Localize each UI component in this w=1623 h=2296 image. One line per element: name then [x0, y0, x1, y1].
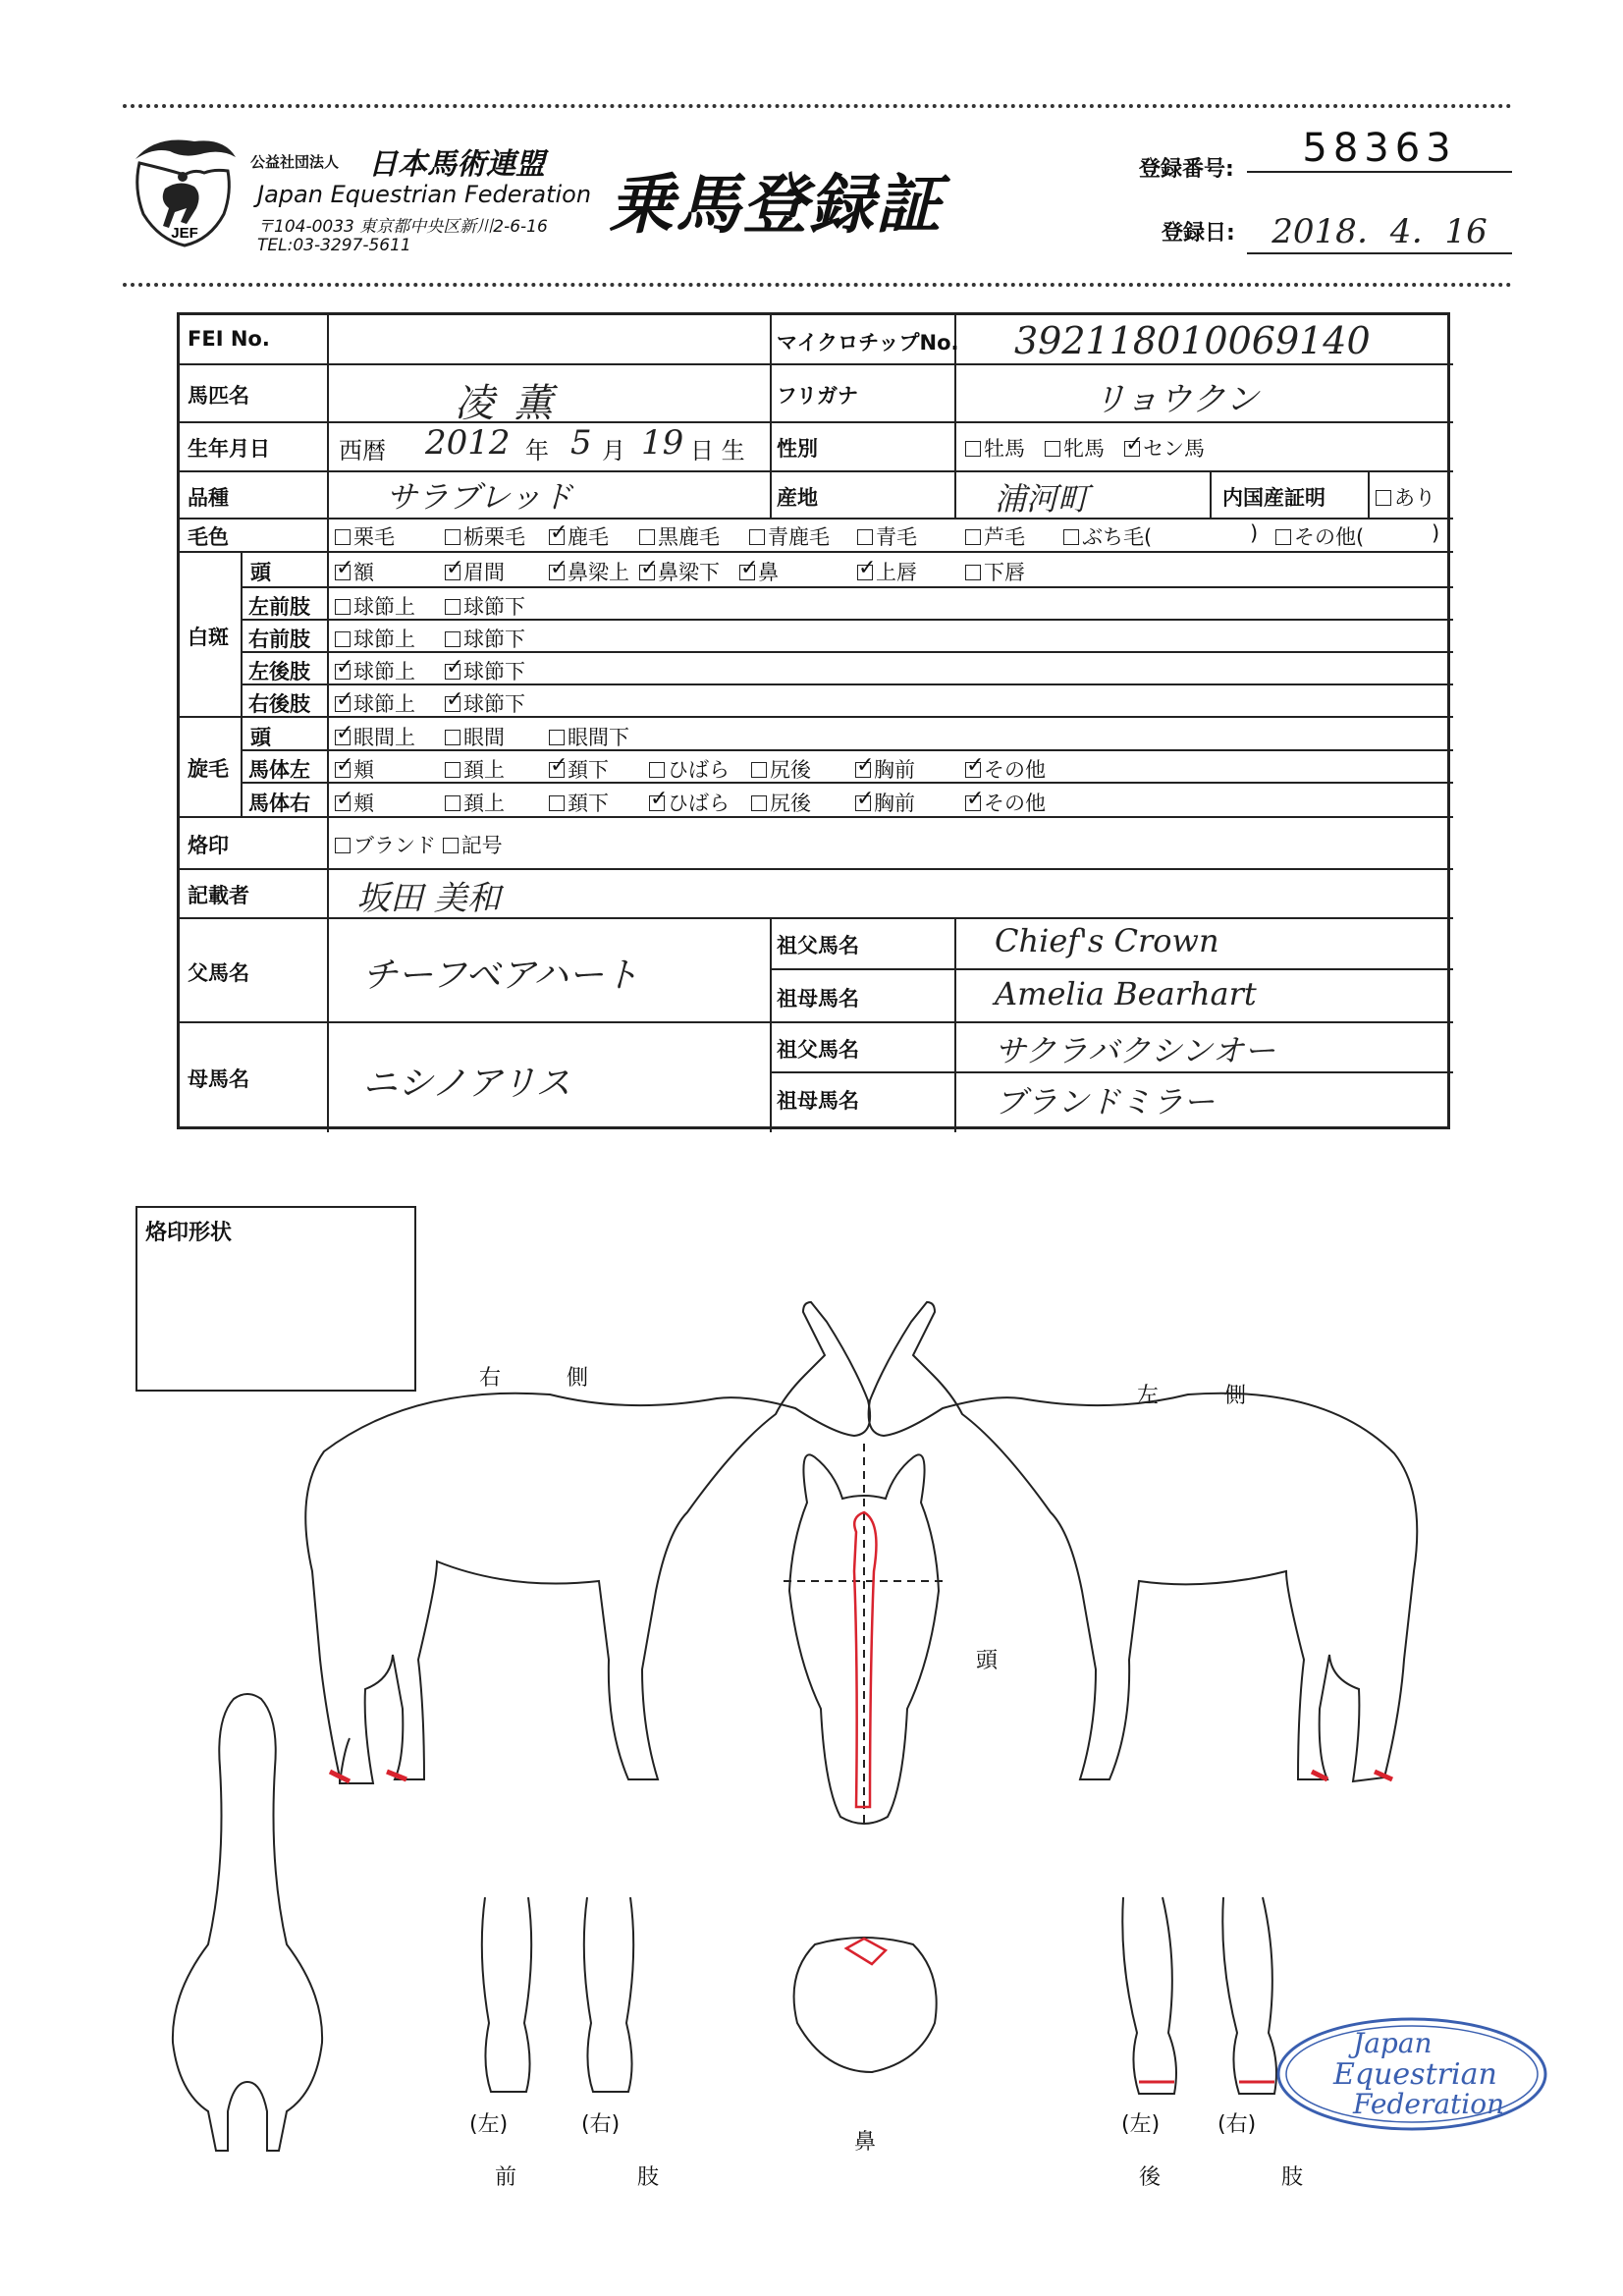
white-rf-label: 右前肢: [248, 628, 310, 651]
birth-day: 19: [641, 423, 684, 463]
row-line: [241, 749, 1453, 751]
recorder-name: 坂田 美和: [356, 879, 501, 918]
option-label: 球節上: [353, 628, 415, 651]
checkbox-option[interactable]: [445, 788, 505, 817]
option-label: 眼間下: [568, 726, 629, 749]
checkbox-option[interactable]: [965, 754, 1046, 784]
option-label: 球節上: [353, 692, 415, 716]
checkbox-option[interactable]: [549, 788, 609, 817]
checkbox-box: [549, 762, 565, 778]
jef-seal-stamp: [1274, 2015, 1549, 2137]
logo-text: JEF: [171, 225, 198, 242]
checkbox-box: [649, 795, 665, 811]
row-line: [241, 651, 1453, 653]
brand-checkbox[interactable]: [335, 834, 436, 857]
row-line: [180, 421, 1453, 423]
left-side-label: 左 側: [1137, 1384, 1275, 1408]
origin-label: 産地: [777, 486, 818, 510]
white-rh-label: 右後肢: [248, 692, 310, 716]
document-title: 乗馬登録証: [609, 167, 943, 243]
foreleg-left-label: (左): [469, 2112, 509, 2137]
brand-label: 烙印: [188, 834, 229, 857]
row-line: [770, 1071, 1453, 1073]
year-unit: 年: [525, 437, 549, 465]
sire-name: チーフベアハート: [362, 956, 639, 996]
checkbox-box: [335, 664, 351, 680]
col-line: [770, 917, 772, 1132]
domestic-checkbox[interactable]: [1376, 482, 1435, 512]
row-line: [180, 518, 1453, 519]
whorl-head-label: 頭: [250, 726, 271, 749]
registration-date-label: 登録日:: [1162, 221, 1235, 246]
birthdate-era: 西暦: [339, 437, 386, 465]
option-label: 球節上: [353, 660, 415, 683]
checkbox-box: [1124, 441, 1140, 457]
checkbox-box: [335, 529, 351, 545]
horse-name-label: 馬匹名: [188, 384, 249, 408]
hoof-markings: [330, 1772, 1392, 1781]
checkbox-box: [739, 565, 755, 580]
month-unit: 月: [602, 437, 625, 465]
checkbox-box: [965, 795, 981, 811]
checkbox-box: [335, 599, 351, 615]
option-label: 胸前: [874, 792, 915, 815]
coat-paren: ): [1432, 521, 1440, 545]
checkbox-box: [445, 529, 460, 545]
checkbox-box: [335, 762, 351, 778]
sex-options: [965, 433, 1205, 463]
coat-option[interactable]: [749, 521, 830, 551]
hindleg-left-label: (左): [1121, 2112, 1161, 2137]
furigana-label: フリガナ: [777, 384, 858, 408]
checkbox-box: [857, 565, 873, 580]
option-label: 鼻梁下: [658, 561, 720, 584]
row-line: [770, 968, 1453, 970]
checkbox-box: [445, 664, 460, 680]
checkbox-option[interactable]: [549, 722, 629, 751]
tel-line: TEL:03-3297-5611: [257, 236, 411, 255]
option-label: 球節上: [353, 595, 415, 619]
checkbox-box: [751, 795, 767, 811]
checkbox-option[interactable]: [445, 656, 525, 685]
dam-name: ニシノアリス: [362, 1064, 571, 1104]
grandsire-label: 祖父馬名: [777, 1038, 859, 1062]
col-line: [954, 917, 956, 1132]
option-label: その他(: [1294, 525, 1365, 549]
option-label: 球節下: [463, 628, 525, 651]
checkbox-option[interactable]: [335, 788, 374, 817]
foreleg-right-label: (右): [581, 2112, 621, 2137]
granddam-label: 祖母馬名: [777, 987, 859, 1011]
checkbox-box: [335, 696, 351, 712]
option-label: 頚下: [568, 792, 609, 815]
coat-option[interactable]: [549, 521, 609, 551]
checkbox-box: [965, 762, 981, 778]
checkbox-box: [549, 795, 565, 811]
checkbox-option[interactable]: [649, 788, 730, 817]
option-label: ひばら: [668, 792, 730, 815]
option-label: 牡馬: [984, 437, 1025, 461]
brand-shape-label: 烙印形状: [145, 1221, 233, 1245]
option-label: セン馬: [1143, 437, 1206, 461]
registration-date: 2018．4．16: [1247, 204, 1512, 254]
option-label: 眼間: [463, 726, 505, 749]
birthdate-label: 生年月日: [188, 437, 270, 461]
top-dotted-rule: [123, 104, 1512, 108]
option-label: 鹿毛: [568, 525, 609, 549]
option-label: ひばら: [668, 758, 730, 782]
domestic-cert-label: 内国産証明: [1222, 486, 1325, 510]
checkbox-option[interactable]: [445, 591, 525, 621]
option-label: 黒鹿毛: [658, 525, 720, 549]
checkbox-option[interactable]: [335, 722, 415, 751]
checkbox-option[interactable]: [739, 557, 779, 586]
org-name-en: Japan Equestrian Federation: [257, 181, 592, 208]
option-label: 頬: [353, 792, 374, 815]
option-label: ぶち毛(: [1082, 525, 1153, 549]
checkbox-box: [335, 730, 351, 745]
registration-number: 58363: [1247, 126, 1512, 173]
microchip-number: 392118010069140: [1014, 319, 1371, 362]
front-head-outline: [789, 1454, 939, 1824]
hind-left-leg: [1122, 1897, 1176, 2094]
option-label: 尻後: [770, 792, 811, 815]
coat-paren: ): [1250, 521, 1259, 545]
option-label: 栃栗毛: [463, 525, 525, 549]
checkbox-box: [549, 565, 565, 580]
coat-option[interactable]: [445, 521, 525, 551]
option-label: 栗毛: [353, 525, 395, 549]
hindlegs-label: 後 肢: [1139, 2165, 1360, 2190]
coat-color-label: 毛色: [188, 525, 229, 549]
dam-sire-name: サクラバクシンオー: [995, 1032, 1275, 1069]
coat-option[interactable]: [639, 521, 720, 551]
checkbox-box: [445, 730, 460, 745]
white-lf-label: 左前肢: [248, 595, 310, 619]
checkbox-option[interactable]: [751, 788, 811, 817]
option-label: ブランド: [353, 834, 436, 857]
row-line: [180, 868, 1453, 870]
checkbox-option[interactable]: [335, 754, 374, 784]
option-label: 下唇: [984, 561, 1025, 584]
checkbox-box: [965, 565, 981, 580]
option-label: 牝馬: [1063, 437, 1106, 461]
option-label: 頚上: [463, 758, 505, 782]
checkbox-option[interactable]: [335, 688, 415, 718]
hind-right-leg: [1222, 1897, 1276, 2094]
checkbox-box: [335, 838, 351, 853]
grandsire-label: 祖父馬名: [777, 934, 859, 957]
jef-logo: [126, 130, 243, 256]
birth-year: 2012: [425, 423, 511, 463]
top-view-outline: [173, 1694, 322, 2151]
option-label: 記号: [460, 834, 503, 857]
header-dotted-rule: [123, 283, 1512, 287]
option-label: 額: [353, 561, 374, 584]
head-label: 頭: [976, 1649, 999, 1673]
seal-line2: Equestrian: [1333, 2057, 1497, 2092]
checkbox-box: [1376, 490, 1391, 506]
checkbox-option[interactable]: [857, 557, 917, 586]
checkbox-option[interactable]: [335, 624, 415, 653]
checkbox-option[interactable]: [855, 754, 915, 784]
checkbox-option[interactable]: [549, 557, 629, 586]
checkbox-box: [965, 441, 981, 457]
org-address: [257, 218, 548, 255]
row-line: [180, 470, 1453, 472]
checkbox-option[interactable]: [751, 754, 811, 784]
row-line: [241, 586, 1453, 588]
head-blaze: [854, 1512, 876, 1807]
checkbox-option[interactable]: [445, 624, 525, 653]
checkbox-option[interactable]: [639, 557, 720, 586]
checkbox-box: [549, 529, 565, 545]
checkbox-box: [445, 795, 460, 811]
option-label: 尻後: [770, 758, 811, 782]
option-label: 胸前: [874, 758, 915, 782]
brand-options: [335, 830, 503, 859]
checkbox-box: [443, 838, 459, 853]
coat-option[interactable]: [1275, 521, 1364, 551]
checkbox-box: [445, 762, 460, 778]
row-line: [180, 551, 1453, 553]
checkbox-box: [751, 762, 767, 778]
coat-option[interactable]: [335, 521, 395, 551]
option-label: 球節下: [463, 595, 525, 619]
sex-label: 性別: [777, 437, 818, 461]
checkbox-box: [445, 599, 460, 615]
checkbox-box: [857, 529, 873, 545]
checkbox-box: [445, 565, 460, 580]
option-label: あり: [1394, 486, 1435, 510]
sire-sire-name: Chief's Crown: [995, 922, 1219, 959]
sex-filly-checkbox[interactable]: [1045, 437, 1105, 461]
coat-option[interactable]: [857, 521, 917, 551]
checkbox-option[interactable]: [965, 788, 1046, 817]
birth-month: 5: [570, 423, 592, 463]
coat-option[interactable]: [1063, 521, 1152, 551]
col-line: [241, 551, 243, 816]
registration-form-table: [177, 312, 1450, 1129]
row-line: [241, 619, 1453, 621]
row-line: [180, 363, 1453, 365]
checkbox-option[interactable]: [335, 656, 415, 685]
checkbox-box: [649, 762, 665, 778]
seal-line3: Federation: [1353, 2088, 1505, 2120]
breed: サラブレッド: [386, 478, 573, 516]
checkbox-option[interactable]: [445, 557, 505, 586]
white-lh-label: 左後肢: [248, 660, 310, 683]
option-label: 鼻: [758, 561, 779, 584]
org-name-ja: 日本馬術連盟: [368, 147, 545, 182]
seal-line1: Japan: [1353, 2027, 1433, 2059]
option-label: 青鹿毛: [768, 525, 830, 549]
option-label: 頬: [353, 758, 374, 782]
checkbox-box: [445, 631, 460, 647]
checkbox-option[interactable]: [335, 557, 374, 586]
checkbox-option[interactable]: [445, 722, 505, 751]
checkbox-box: [1063, 529, 1079, 545]
breed-label: 品種: [188, 486, 229, 510]
checkbox-option[interactable]: [549, 754, 609, 784]
address-line: 〒104-0033 東京都中央区新川2-6-16: [257, 217, 548, 237]
checkbox-box: [335, 795, 351, 811]
dam-label: 母馬名: [188, 1067, 249, 1091]
row-line: [241, 782, 1453, 784]
checkbox-box: [549, 730, 565, 745]
checkbox-box: [855, 762, 871, 778]
fei-label: FEI No.: [188, 327, 270, 351]
recorder-label: 記載者: [188, 884, 249, 907]
checkbox-option[interactable]: [335, 591, 415, 621]
checkbox-box: [1275, 529, 1291, 545]
row-line: [180, 1021, 1453, 1023]
option-label: 青毛: [876, 525, 917, 549]
col-line: [1368, 470, 1370, 518]
nose-marking: [846, 1939, 886, 1964]
fore-right-leg: [584, 1897, 633, 2092]
white-markings-label: 白斑: [188, 626, 229, 649]
col-line: [1210, 470, 1212, 518]
sire-label: 父馬名: [188, 961, 249, 985]
col-line: [327, 315, 329, 1132]
sex-colt-checkbox[interactable]: [965, 437, 1025, 461]
checkbox-option[interactable]: [445, 688, 525, 718]
granddam-label: 祖母馬名: [777, 1089, 859, 1113]
checkbox-box: [639, 529, 655, 545]
whorl-left-label: 馬体左: [248, 758, 310, 782]
hindleg-right-label: (右): [1217, 2112, 1257, 2137]
option-label: その他: [984, 758, 1046, 782]
option-label: 鼻梁上: [568, 561, 629, 584]
horse-name: 凌薫: [455, 381, 572, 426]
day-unit: 日 生: [690, 437, 745, 465]
checkbox-box: [335, 631, 351, 647]
checkbox-box: [1045, 441, 1060, 457]
option-label: 眼間上: [353, 726, 415, 749]
checkbox-box: [639, 565, 655, 580]
whorls-label: 旋毛: [188, 757, 229, 781]
row-line: [241, 683, 1453, 685]
option-label: 頚下: [568, 758, 609, 782]
option-label: 頚上: [463, 792, 505, 815]
checkbox-option[interactable]: [649, 754, 730, 784]
registration-number-label: 登録番号:: [1139, 157, 1234, 182]
nose-label: 鼻: [854, 2130, 877, 2155]
checkbox-option[interactable]: [965, 557, 1025, 586]
origin: 浦河町: [995, 480, 1090, 518]
symbol-checkbox[interactable]: [443, 834, 503, 857]
col-line: [770, 315, 772, 518]
furigana: リョウクン: [1093, 380, 1259, 419]
nose-outline: [794, 1938, 937, 2072]
checkbox-box: [855, 795, 871, 811]
microchip-label: マイクロチップNo.: [777, 331, 959, 355]
option-label: その他: [984, 792, 1046, 815]
option-label: 球節下: [463, 692, 525, 716]
dam-dam-name: ブランドミラー: [995, 1083, 1216, 1121]
fore-left-leg: [482, 1897, 531, 2092]
checkbox-box: [445, 696, 460, 712]
sex-gelding-checkbox[interactable]: [1124, 437, 1205, 461]
checkbox-box: [749, 529, 765, 545]
brand-shape-box: [135, 1206, 416, 1392]
option-label: 芦毛: [984, 525, 1025, 549]
checkbox-box: [335, 565, 351, 580]
option-label: 球節下: [463, 660, 525, 683]
checkbox-option[interactable]: [855, 788, 915, 817]
checkbox-box: [965, 529, 981, 545]
org-subtitle: 公益社団法人: [250, 153, 340, 171]
coat-option[interactable]: [965, 521, 1025, 551]
checkbox-option[interactable]: [445, 754, 505, 784]
sire-dam-name: Amelia Bearhart: [995, 975, 1257, 1012]
forelegs-label: 前 肢: [495, 2165, 716, 2190]
whorl-right-label: 馬体右: [248, 792, 310, 815]
option-label: 眉間: [463, 561, 505, 584]
left-side-horse-outline: [869, 1302, 1418, 1781]
right-side-hind-leg: [340, 1738, 350, 1783]
white-head-label: 頭: [250, 561, 271, 584]
right-side-label: 右 側: [479, 1366, 618, 1391]
option-label: 上唇: [876, 561, 917, 584]
